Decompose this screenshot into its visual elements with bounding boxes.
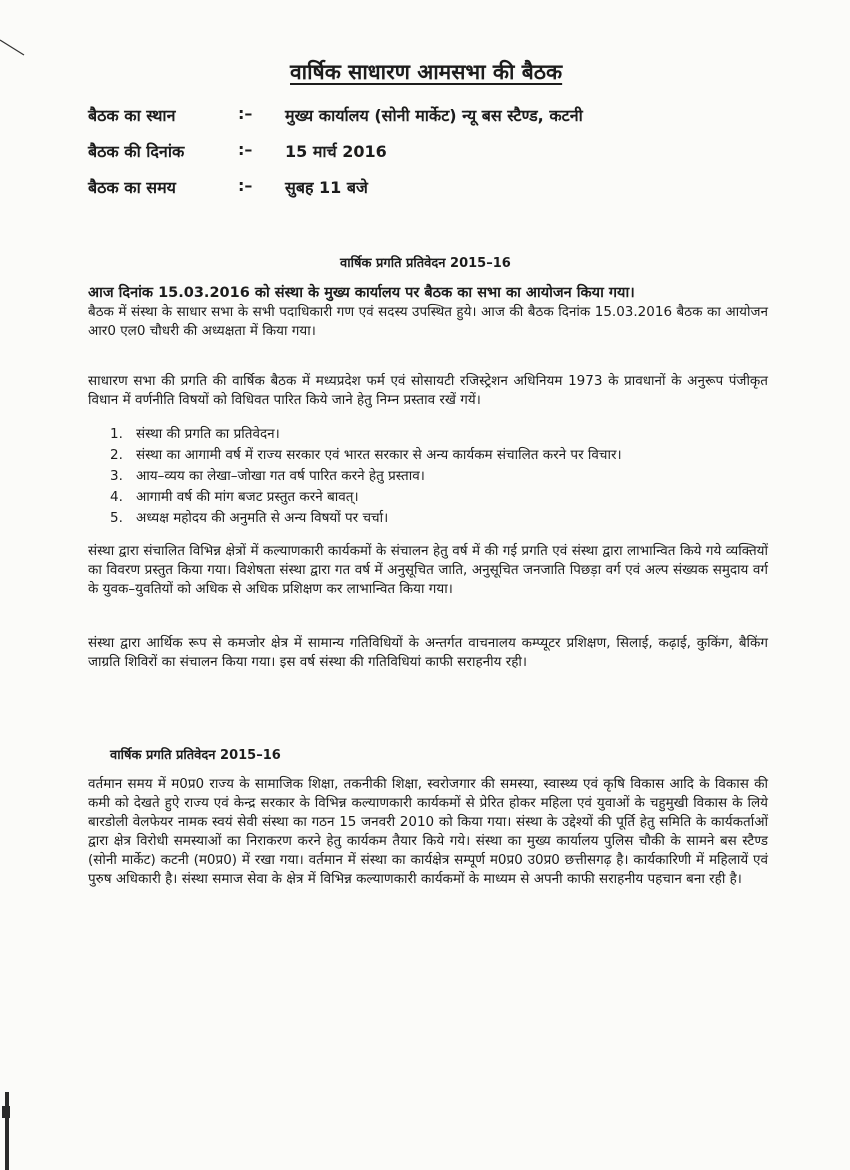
list-item-number: 4. — [110, 489, 123, 505]
meeting-time-separator: :– — [238, 176, 253, 195]
list-item-text: आय–व्यय का लेखा–जोखा गत वर्ष पारित करने हेतु प्रस्ताव। — [136, 468, 425, 484]
list-item — [110, 487, 622, 508]
meeting-date-separator: :– — [238, 140, 253, 159]
list-item-text: संस्था का आगामी वर्ष में राज्य सरकार एवं भारत सरकार से अन्य कार्यकम संचालित करने पर विचार। — [136, 447, 622, 463]
meeting-time-label: बैठक का समय — [88, 178, 176, 197]
list-item-text: संस्था की प्रगति का प्रतिवेदन। — [136, 426, 280, 442]
list-item-number: 5. — [110, 510, 123, 526]
intro-statement: आज दिनांक 15.03.2016 को संस्था के मुख्य कार्यालय पर बैठक का सभा का आयोजन किया गया। — [88, 285, 635, 301]
meeting-place-label: बैठक का स्थान — [88, 106, 176, 125]
pen-mark-icon — [0, 38, 26, 58]
paragraph-general-activities: संस्था द्वारा आर्थिक रूप से कमजोर क्षेत्र में सामान्य गतिविधियों के अन्तर्गत वाचनालय कम्प्यूटर प्रशिक्षण, सिलाई, कढ़ाई, कुकिंग, बैकिंग जाग्रति शिविरों का संचालन किया गया। इस वर्ष संस्था की गतिविधियां काफी सराहनीय रही। — [88, 635, 768, 670]
meeting-place-separator: :– — [238, 104, 253, 123]
paragraph-organization-history: वर्तमान समय में म0प्र0 राज्य के सामाजिक शिक्षा, तकनीकी शिक्षा, स्वरोजगार की समस्या, स्वास्थ्य एवं कृषि विकास आदि के विकास की कमी को देखते हुऐ राज्य एवं केन्द्र सरकार के विभिन्न कल्याणकारी कार्यकमों से प्रेरित होकर महिला एवं युवाओं के चहुमुखी विकास के लिये बारडोली वेलफेयर नामक स्वयं सेवी संस्था का गठन 15 जनवरी 2010 को किया गया। संस्था के उद्देश्यों की पूर्ति हेतु समिति के कार्यकर्ताओं द्वारा क्षेत्र विरोधी समस्याओं का निराकरण करने हेतु कार्यकम तैयार किये गये। संस्था का मुख्य कार्यालय पुलिस चौकी के सामने बस स्टैण्ड (सोनी मार्केट) कटनी (म0प्र0) में रखा गया। वर्तमान में संस्था का कार्यक्षेत्र सम्पूर्ण म0प्र0 उ0प्र0 छत्तीसगढ़ है। कार्यकारिणी में महिलायें एवं पुरुष अधिकारी है। संस्था समाज सेवा के क्षेत्र में विभिन्न कल्याणकारी कार्यकमों के माध्यम से अपनी काफी सराहनीय पहचान बना रही है। — [88, 776, 768, 887]
meeting-place-value: मुख्य कार्यालय (सोनी मार्केट) न्यू बस स्टैण्ड, कटनी — [285, 106, 583, 125]
section-title: वार्षिक प्रगति प्रतिवेदन 2015–16 — [110, 748, 281, 763]
scan-edge-mark-icon — [0, 1092, 12, 1170]
list-item — [110, 508, 622, 529]
paragraph-attendance: बैठक में संस्था के साधार सभा के सभी पदाधिकारी गण एवं सदस्य उपस्थित हुये। आज की बैठक दिनांक 15.03.2016 बैठक का आयोजन आर0 एल0 चौधरी की अध्यक्षता में किया गया। — [88, 304, 768, 339]
meeting-date-value: 15 मार्च 2016 — [285, 142, 387, 161]
meeting-date-label: बैठक की दिनांक — [88, 142, 185, 161]
document-title: वार्षिक साधारण आमसभा की बैठक — [290, 60, 563, 84]
list-item-number: 1. — [110, 426, 123, 442]
agenda-list — [110, 424, 622, 529]
list-item — [110, 424, 622, 445]
list-item-text: अध्यक्ष महोदय की अनुमति से अन्य विषयों पर चर्चा। — [136, 510, 389, 526]
list-item — [110, 445, 622, 466]
list-item — [110, 466, 622, 487]
report-title: वार्षिक प्रगति प्रतिवेदन 2015–16 — [340, 256, 511, 271]
list-item-number: 2. — [110, 447, 123, 463]
meeting-time-value: सुबह 11 बजे — [285, 178, 368, 197]
list-item-number: 3. — [110, 468, 123, 484]
list-item-text: आगामी वर्ष की मांग बजट प्रस्तुत करने बावत्। — [136, 489, 359, 505]
paragraph-welfare-programs: संस्था द्वारा संचालित विभिन्न क्षेत्रों में कल्याणकारी कार्यकमों के संचालन हेतु वर्ष में की गई प्रगति एवं संस्था द्वारा लाभान्वित किये गये व्यक्तियों का विवरण प्रस्तुत किया गया। विशेषता संस्था द्वारा गत वर्ष में अनुसूचित जाति, अनुसूचित जनजाति पिछड़ा वर्ग एवं अल्प संख्यक समुदाय वर्ग के युवक–युवतियों को अधिक से अधिक प्रशिक्षण कर लाभान्वित किया गया। — [88, 543, 768, 597]
paragraph-proposals-intro: साधारण सभा की प्रगति की वार्षिक बैठक में मध्यप्रदेश फर्म एवं सोसायटी रजिस्ट्रेशन अधिनियम 1973 के प्रावधानों के अनुरूप पंजीकृत विधान में वर्णनीति विषयों को विधिवत पारित किये जाने हेतु निम्न प्रस्ताव रखें गयें। — [88, 373, 768, 408]
